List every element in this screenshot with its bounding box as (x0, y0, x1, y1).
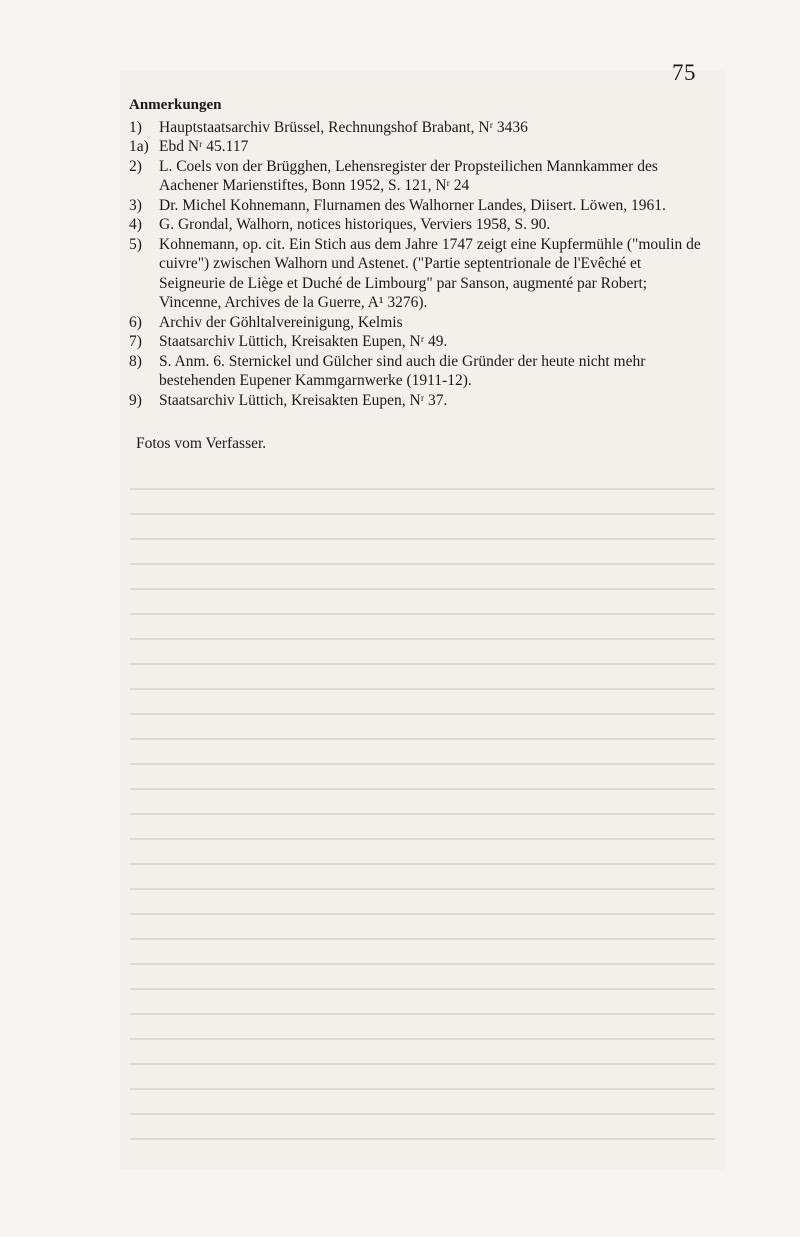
note-text: G. Grondal, Walhorn, notices historiques, Verviers 1958, S. 90. (159, 216, 551, 233)
note-number: 8) (129, 352, 142, 370)
show-through-text-lines (130, 470, 715, 1160)
note-text: L. Coels von der Brügghen, Lehensregister der Propsteilichen Mannkammer des Aachener Marienstiftes, Bonn 1952, S. 121, Nʳ 24 (159, 157, 658, 194)
notes-heading: Anmerkungen (129, 97, 222, 113)
note-number: 5) (129, 235, 142, 253)
note-text: Staatsarchiv Lüttich, Kreisakten Eupen, Nʳ 37. (159, 391, 448, 409)
note-text: S. Anm. 6. Sternickel und Gülcher sind auch die Gründer der heute nicht mehr bestehenden Eupener Kammgarnwerke (1911-12). (159, 352, 646, 389)
note-item (129, 235, 707, 313)
note-item (129, 313, 707, 333)
note-item (129, 352, 707, 391)
note-text: Hauptstaatsarchiv Brüssel, Rechnungshof Brabant, Nʳ 3436 (159, 118, 528, 136)
note-item (129, 196, 707, 216)
note-item (129, 157, 707, 196)
note-number: 1) (129, 118, 142, 136)
note-number: 4) (129, 216, 142, 233)
photo-credits: Fotos vom Verfasser. (136, 435, 267, 452)
note-item (129, 118, 707, 138)
note-text: Dr. Michel Kohnemann, Flurnamen des Walhorner Landes, Diisert. Löwen, 1961. (159, 196, 666, 214)
note-item (129, 391, 707, 411)
note-text: Archiv der Göhltalvereinigung, Kelmis (159, 313, 403, 331)
note-number: 7) (129, 333, 142, 350)
note-number: 3) (129, 196, 142, 214)
note-number: 6) (129, 313, 142, 331)
note-text: Kohnemann, op. cit. Ein Stich aus dem Jahre 1747 zeigt eine Kupfermühle ("moulin de cuivre") zwischen Walhorn und Astenet. ("Partie septentrionale de l'Evêché et Seigneurie de Liège et Duché de Limbourg" par Sanson, augmenté par Robert; Vincenne, Archives de la Guerre, A¹ 3276). (159, 235, 701, 311)
note-item (129, 215, 707, 235)
notes-section (129, 96, 707, 454)
note-item (129, 137, 707, 157)
note-item (129, 332, 707, 352)
note-text: Staatsarchiv Lüttich, Kreisakten Eupen, Nʳ 49. (159, 333, 448, 350)
note-text: Ebd Nʳ 45.117 (159, 138, 249, 155)
note-number: 1a) (129, 138, 149, 155)
page-number: 75 (672, 60, 696, 85)
note-number: 9) (129, 391, 142, 409)
note-number: 2) (129, 157, 142, 175)
